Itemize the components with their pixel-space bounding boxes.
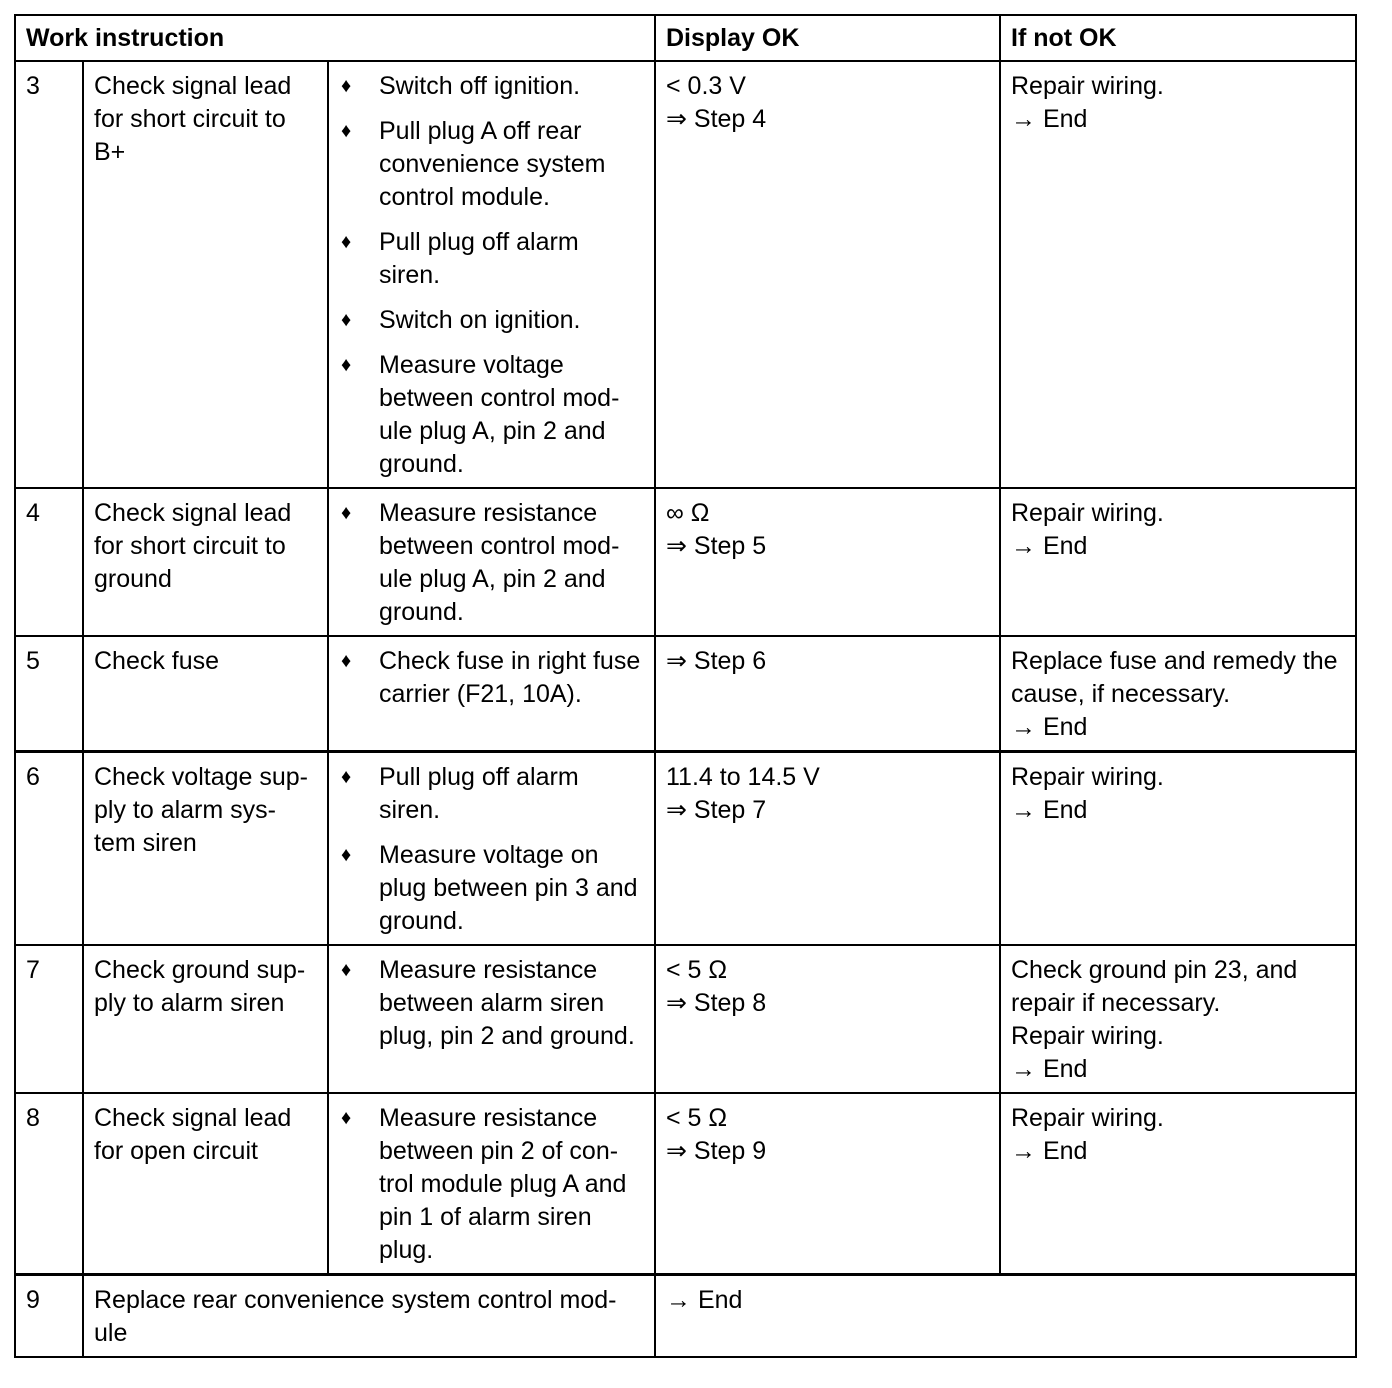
list-item: ♦ Measure resistance between alarm siren plug, pin 2 and ground. [341,956,635,1050]
diamond-bullet-icon: ♦ [341,309,352,331]
if-not-ok-action: Repair wiring. [1011,763,1164,791]
if-not-ok-cell [1000,488,1356,636]
diamond-bullet-icon: ♦ [341,354,352,376]
diamond-bullet-icon: ♦ [341,502,352,524]
header-if-not-ok: If not OK [1000,15,1356,61]
table-row [15,752,1356,946]
step-number: 3 [15,61,83,488]
diamond-bullet-icon: ♦ [341,766,352,788]
if-not-ok-action: Check ground pin 23, and repair if necessary. [1011,956,1298,1017]
display-ok-next-step: ⇒ Step 9 [666,1137,767,1165]
header-row [15,15,1356,61]
if-not-ok-end: → End [1011,1137,1088,1165]
list-item: ♦ Pull plug A off rear convenience system control module. [341,117,606,211]
display-ok-next-step: ⇒ Step 5 [666,532,767,560]
diamond-bullet-icon: ♦ [341,959,352,981]
list-item: ♦ Measure voltage on plug between pin 3 and ground. [341,841,638,935]
work-instruction-table [14,14,1357,1358]
final-row [15,1275,1356,1358]
list-item: ♦ Measure voltage between control mod-ule plug A, pin 2 and ground. [341,351,620,478]
diamond-bullet-icon: ♦ [341,650,352,672]
if-not-ok-cell [1000,61,1356,488]
header-work-instruction: Work instruction [15,15,655,61]
if-not-ok-cell [1000,752,1356,946]
check-description: Check voltage sup-ply to alarm sys-tem siren [83,752,328,946]
if-not-ok-end: → End [1011,105,1088,133]
diamond-bullet-icon: ♦ [341,231,352,253]
display-ok-value: ∞ Ω [666,499,710,527]
display-ok-cell [655,945,1000,1093]
display-ok-next-step: ⇒ Step 8 [666,989,767,1017]
check-description: Check signal lead for short circuit to ground [83,488,328,636]
check-description: Check signal lead for short circuit to B+ [83,61,328,488]
if-not-ok-cell [1000,1093,1356,1275]
diamond-bullet-icon: ♦ [341,1107,352,1129]
action-list [339,645,644,711]
action-cell [328,488,655,636]
if-not-ok-action: Repair wiring. [1011,1022,1164,1050]
check-description: Check fuse [83,636,328,752]
step-number: 4 [15,488,83,636]
display-ok-value: < 0.3 V [666,72,746,100]
if-not-ok-action: Repair wiring. [1011,72,1164,100]
step-number: 8 [15,1093,83,1275]
list-item: ♦ Switch off ignition. [339,70,644,103]
diamond-bullet-icon: ♦ [341,75,352,97]
header-display-ok: Display OK [655,15,1000,61]
action-list [339,761,644,938]
display-ok-cell [655,752,1000,946]
step-number: 5 [15,636,83,752]
list-item: ♦ Pull plug off alarm siren. [341,228,579,289]
if-not-ok-action: Repair wiring. [1011,499,1164,527]
table-row [15,945,1356,1093]
display-ok-next-step: ⇒ Step 4 [666,105,767,133]
display-ok-value: < 5 Ω [666,956,728,984]
list-item: ♦ Measure resistance between pin 2 of con-trol module plug A and pin 1 of alarm siren plug. [341,1104,627,1264]
table-row [15,488,1356,636]
action-list [339,954,644,1053]
display-ok-cell [655,61,1000,488]
if-not-ok-end: → End [1011,713,1088,741]
display-ok-value: < 5 Ω [666,1104,728,1132]
display-ok-cell [655,1093,1000,1275]
final-instruction: Replace rear convenience system control mod-ule [83,1275,655,1358]
final-result: → End [655,1275,1356,1358]
list-item: ♦ Measure resistance between control mod-ule plug A, pin 2 and ground. [341,499,620,626]
action-list [339,1102,644,1267]
if-not-ok-end: → End [1011,532,1088,560]
action-list [339,497,644,629]
action-cell [328,752,655,946]
action-list [339,70,644,481]
list-item: ♦ Switch on ignition. [339,304,644,337]
step-number: 7 [15,945,83,1093]
table-row [15,61,1356,488]
if-not-ok-cell [1000,636,1356,752]
if-not-ok-end: → End [1011,1055,1088,1083]
display-ok-cell [655,488,1000,636]
step-number: 9 [15,1275,83,1358]
diamond-bullet-icon: ♦ [341,120,352,142]
action-cell [328,636,655,752]
step-number: 6 [15,752,83,946]
diamond-bullet-icon: ♦ [341,844,352,866]
action-cell [328,61,655,488]
table-row [15,636,1356,752]
list-item: ♦ Check fuse in right fuse carrier (F21, 10A). [341,647,641,708]
action-cell [328,1093,655,1275]
if-not-ok-end: → End [1011,796,1088,824]
display-ok-value: 11.4 to 14.5 V [666,763,820,791]
if-not-ok-action: Replace fuse and remedy the cause, if necessary. [1011,647,1338,708]
display-ok-next-step: ⇒ Step 7 [666,796,767,824]
if-not-ok-cell [1000,945,1356,1093]
display-ok-next-step: ⇒ Step 6 [666,647,767,675]
check-description: Check signal lead for open circuit [83,1093,328,1275]
table-row [15,1093,1356,1275]
check-description: Check ground sup-ply to alarm siren [83,945,328,1093]
action-cell [328,945,655,1093]
list-item: ♦ Pull plug off alarm siren. [341,763,579,824]
if-not-ok-action: Repair wiring. [1011,1104,1164,1132]
display-ok-cell [655,636,1000,752]
